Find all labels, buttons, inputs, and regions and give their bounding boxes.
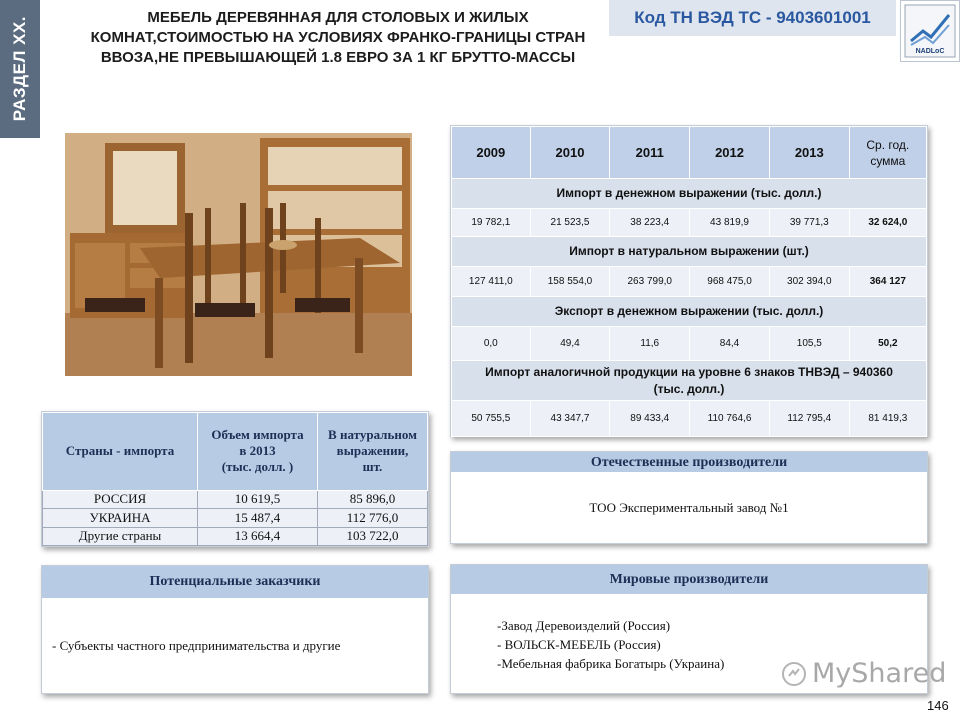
year-header: 2013 bbox=[769, 127, 849, 179]
import-value: 15 487,4 bbox=[198, 509, 318, 527]
country-row bbox=[43, 509, 428, 527]
panel-title: Потенциальные заказчики bbox=[42, 566, 428, 598]
value-cell: 39 771,3 bbox=[769, 209, 849, 237]
country-row bbox=[43, 490, 428, 508]
value-cell: 49,4 bbox=[530, 327, 610, 361]
year-header: 2010 bbox=[530, 127, 610, 179]
panel-title: Отечественные производители bbox=[451, 452, 927, 472]
customer-text: - Субъекты частного предпринимательства и другие bbox=[52, 637, 341, 653]
average-header bbox=[849, 127, 926, 179]
country-name: Другие страны bbox=[43, 527, 198, 545]
average-cell: 81 419,3 bbox=[849, 401, 926, 437]
title-line: КОМНАТ,СТОИМОСТЬЮ НА УСЛОВИЯХ ФРАНКО-ГРАНИЦЫ СТРАН bbox=[90, 29, 586, 46]
value-cell: 11,6 bbox=[610, 327, 690, 361]
country-name: УКРАИНА bbox=[43, 509, 198, 527]
values-row bbox=[452, 327, 927, 361]
values-row bbox=[452, 209, 927, 237]
value-cell: 112 795,4 bbox=[769, 401, 849, 437]
value-cell: 968 475,0 bbox=[690, 267, 770, 297]
value-cell: 84,4 bbox=[690, 327, 770, 361]
import-units: 85 896,0 bbox=[318, 490, 428, 508]
import-value-header: Объем импорта в 2013 (тыс. долл. ) bbox=[198, 413, 318, 491]
year-header: 2011 bbox=[610, 127, 690, 179]
logo-text: NADLoC bbox=[915, 48, 945, 55]
value-cell: 105,5 bbox=[769, 327, 849, 361]
average-cell: 32 624,0 bbox=[849, 209, 926, 237]
import-value: 10 619,5 bbox=[198, 490, 318, 508]
watermark-icon bbox=[782, 662, 806, 686]
value-cell: 158 554,0 bbox=[530, 267, 610, 297]
title-line: МЕБЕЛЬ ДЕРЕВЯННАЯ ДЛЯ СТОЛОВЫХ И ЖИЛЫХ bbox=[147, 9, 529, 26]
value-cell: 127 411,0 bbox=[452, 267, 531, 297]
producer-item: -Завод Деревоизделий (Россия) bbox=[497, 618, 671, 633]
logo bbox=[900, 0, 960, 62]
hs-code-label: Код ТН ВЭД ТС - 9403601001 bbox=[609, 0, 896, 36]
section-title: Импорт в денежном выражении (тыс. долл.) bbox=[452, 179, 927, 209]
value-cell: 0,0 bbox=[452, 327, 531, 361]
page-title bbox=[58, 8, 618, 68]
values-row bbox=[452, 401, 927, 437]
country-header: Страны - импорта bbox=[43, 413, 198, 491]
section-tab bbox=[0, 0, 40, 138]
title-line: ВВОЗА,НЕ ПРЕВЫШАЮЩЕЙ 1.8 ЕВРО ЗА 1 КГ БРУТТО-МАССЫ bbox=[100, 49, 576, 66]
value-cell: 89 433,4 bbox=[610, 401, 690, 437]
value-cell: 21 523,5 bbox=[530, 209, 610, 237]
logo-icon bbox=[901, 1, 959, 61]
panel-body bbox=[42, 598, 428, 693]
section-title: Импорт в натуральном выражении (шт.) bbox=[452, 237, 927, 267]
value-cell: 263 799,0 bbox=[610, 267, 690, 297]
average-cell: 364 127 bbox=[849, 267, 926, 297]
import-countries-table bbox=[41, 411, 429, 547]
value-cell: 43 347,7 bbox=[530, 401, 610, 437]
domestic-producers-panel bbox=[450, 451, 928, 544]
values-row bbox=[452, 267, 927, 297]
value-cell: 50 755,5 bbox=[452, 401, 531, 437]
producer-name: ТОО Экспериментальный завод №1 bbox=[589, 499, 789, 515]
value-cell: 19 782,1 bbox=[452, 209, 531, 237]
import-value: 13 664,4 bbox=[198, 527, 318, 545]
country-row bbox=[43, 527, 428, 545]
potential-customers-panel bbox=[41, 565, 429, 694]
average-cell: 50,2 bbox=[849, 327, 926, 361]
year-header: 2012 bbox=[690, 127, 770, 179]
section-title: Экспорт в денежном выражении (тыс. долл.) bbox=[452, 297, 927, 327]
watermark bbox=[782, 658, 946, 689]
import-units: 103 722,0 bbox=[318, 527, 428, 545]
producer-item: - ВОЛЬСК-МЕБЕЛЬ (Россия) bbox=[497, 637, 661, 652]
section-label: РАЗДЕЛ ХХ. bbox=[10, 16, 29, 122]
value-cell: 302 394,0 bbox=[769, 267, 849, 297]
average-header-line: Ср. год. bbox=[866, 137, 910, 152]
import-units: 112 776,0 bbox=[318, 509, 428, 527]
section-title: Импорт аналогичной продукции на уровне 6 знаков ТНВЭД – 940360 (тыс. долл.) bbox=[452, 361, 927, 401]
import-units-header: В натуральном выражении, шт. bbox=[318, 413, 428, 491]
value-cell: 110 764,6 bbox=[690, 401, 770, 437]
country-name: РОССИЯ bbox=[43, 490, 198, 508]
page-number: 146 bbox=[927, 698, 949, 713]
value-cell: 43 819,9 bbox=[690, 209, 770, 237]
countries-header-row bbox=[43, 413, 428, 491]
panel-title: Мировые производители bbox=[451, 565, 927, 594]
import-export-stats-table bbox=[450, 125, 928, 437]
watermark-text: MyShared bbox=[812, 658, 947, 689]
years-header-row bbox=[452, 127, 927, 179]
year-header: 2009 bbox=[452, 127, 531, 179]
producer-item: -Мебельная фабрика Богатырь (Украина) bbox=[497, 656, 725, 671]
furniture-photo bbox=[65, 133, 412, 376]
value-cell: 38 223,4 bbox=[610, 209, 690, 237]
panel-body bbox=[451, 472, 927, 543]
average-header-line: сумма bbox=[870, 153, 906, 168]
